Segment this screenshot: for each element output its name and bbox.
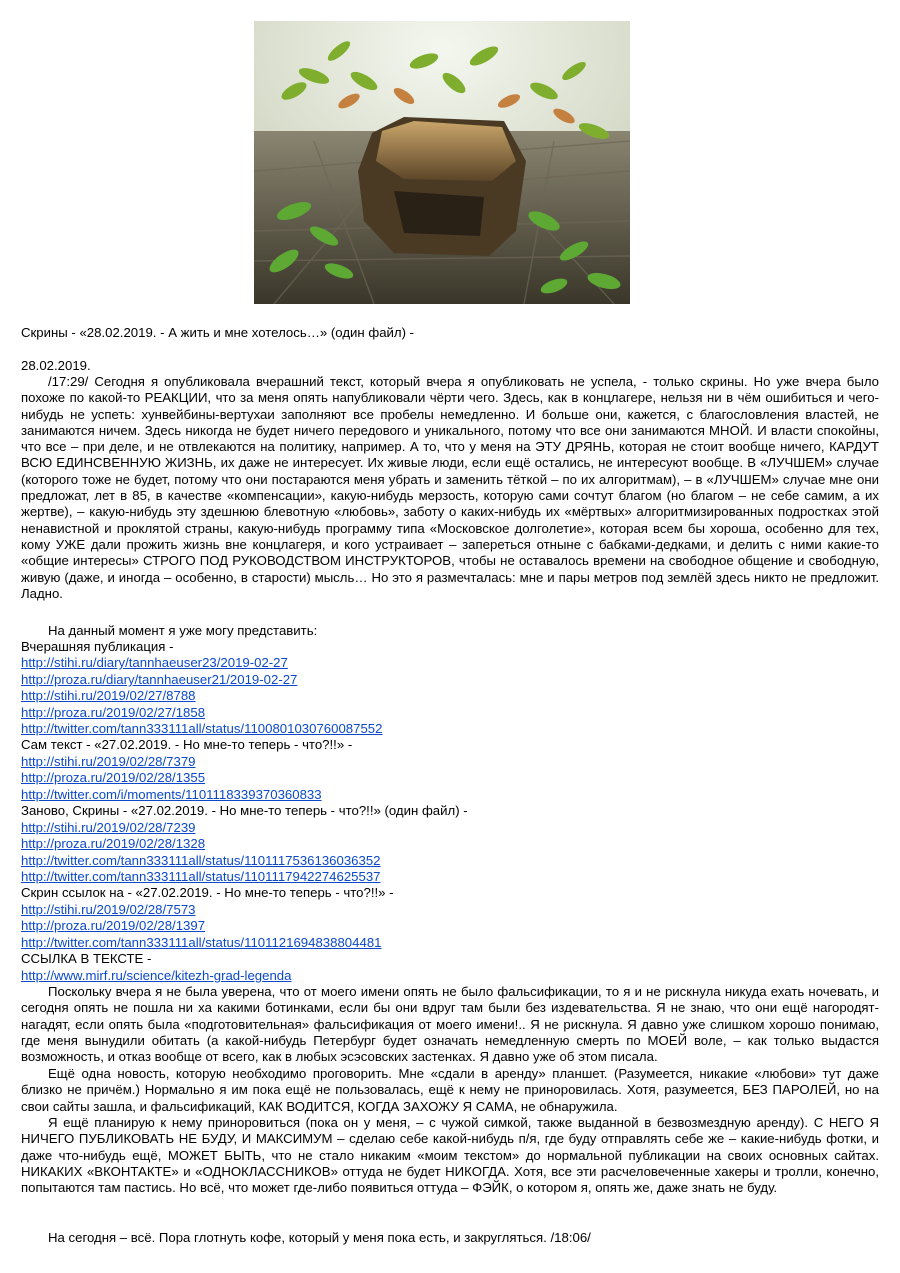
heading-yesterday: Вчерашняя публикация -	[21, 639, 174, 654]
link-screen-links[interactable]: http://twitter.com/tann333111all/status/1101121694838804481	[21, 935, 382, 950]
link-again[interactable]: http://twitter.com/tann333111all/status/1101117942274625537	[21, 869, 381, 884]
paragraph-closing: На сегодня – всё. Пора глотнуть кофе, который у меня пока есть, и закругляться. /18:06/	[48, 1230, 591, 1245]
link-yesterday[interactable]: http://twitter.com/tann333111all/status/1100801030760087552	[21, 721, 383, 736]
entry-date: 28.02.2019.	[21, 358, 91, 373]
paragraph-tablet: Ещё одна новость, которую необходимо проговорить. Мне «сдали в аренду» планшет. (Разумеется, никакие «любови» тут даже близко не причём.) Нормально я им пока ещё не пользовалась, ещё к нему не приноровилась. Хотя, разумеется, БЕЗ ПАРОЛЕЙ, но на свои сайты зашла, и фальсификаций, КАК ВОДИТСЯ, КОГДА ЗАХОЖУ Я САМА, не обнаружила.	[21, 1066, 879, 1114]
link-yesterday[interactable]: http://proza.ru/2019/02/27/1858	[21, 705, 206, 720]
link-text[interactable]: http://twitter.com/i/moments/1101118339370360833	[21, 787, 322, 802]
heading-text: Сам текст - «27.02.2019. - Но мне-то теперь - что?!!» -	[21, 737, 353, 752]
link-yesterday[interactable]: http://stihi.ru/diary/tannhaeuser23/2019-02-27	[21, 655, 288, 670]
link-screen-links[interactable]: http://stihi.ru/2019/02/28/7573	[21, 902, 196, 917]
tree-stump-photo	[254, 21, 630, 304]
link-text[interactable]: http://proza.ru/2019/02/28/1355	[21, 770, 206, 785]
link-again[interactable]: http://twitter.com/tann333111all/status/1101117536136036352	[21, 853, 381, 868]
link-text[interactable]: http://stihi.ru/2019/02/28/7379	[21, 754, 196, 769]
paragraph-intro: /17:29/ Сегодня я опубликовала вчерашний текст, который вчера я опубликовать не успела, - только скрины. Но уже вчера было похоже по какой-то РЕАКЦИИ, что за меня опять напубликовали чёрти чего. Здесь, как в концлагере, нельзя ни в чём ошибиться и чего-нибудь не успеть: хунвейбины-вертухаи заполняют все пробелы немедленно. И больше они, кажется, с благословления властей, не занимаются ничем. Здесь никогда не будет ничего передового и уникального, потому что все они занимаются МНОЙ. И власти спокойны, что все – при деле, и не отвлекаются на политику, например. А то, что у меня на ЭТУ ДРЯНЬ, которая не стоит вообще ничего, КАРДУТ ВСЮ ЕДИНСВЕННУЮ ЖИЗНЬ, их даже не интересует. Их живые люди, если ещё остались, не интересуют вообще. В «ЛУЧШЕМ» случае (которого тоже не будет, потому что они постараются меня убрать и заменить тёткой – по их алгоритмам), – в «ЛУЧШЕМ» случае мне они предложат, лет в 85, в качестве «компенсации», какую-нибудь мерзость, которую сами сочтут благом (но благом – не себе самим, а их жертве), – какую-нибудь эту здешнюю блевотную «любовь», заботу о каких-нибудь их «мёртвых» алгоритмизированных подростках этой ненавистной и проклятой страны, какую-нибудь программу типа «Московское долголетие», которая всем бы хороша, особенно для тех, кому УЖЕ дали прожить жизнь вне концлагеря, и кого устраивает – запереться отныне с бабками-дедками, и делить с ними какие-то «общие интересы» СТРОГО ПОД РУКОВОДСТВОМ ИНСТРУКТОРОВ, чтобы не оставалось времени на свободное общение и свободную, живую (даже, и иногда – особенно, в старости) мысль… Но это я размечталась: мне и пары метров под землёй здесь никто не предложит. Ладно.	[21, 374, 879, 601]
link-yesterday[interactable]: http://stihi.ru/2019/02/27/8788	[21, 688, 196, 703]
paragraph-plans: Я ещё планирую к нему приноровиться (пока он у меня, – с чужой симкой, также выданной в безвозмездную аренду). С НЕГО Я НИЧЕГО ПУБЛИКОВАТЬ НЕ БУДУ, И МАКСИМУМ – сделаю себе какой-нибудь п/я, где буду отправлять себе же – какие-нибудь фотки, и даже что-нибудь ещё, МОЖЕТ БЫТЬ, что не стало никаким «моим текстом» до нормальной публикации на своих основных сайтах. НИКАКИХ «ВКОНТАКТЕ» и «ОДНОКЛАССНИКОВ» оттуда не будет НИКОГДА. Хотя, все эти расчеловеченные хакеры и тролли, конечно, попытаются там пастись. Но всё, что может где-либо появиться оттуда – ФЭЙК, о котором я, опять же, даже знать не буду.	[21, 1115, 879, 1196]
link-yesterday[interactable]: http://proza.ru/diary/tannhaeuser21/2019-02-27	[21, 672, 298, 687]
heading-screen-links: Скрин ссылок на - «27.02.2019. - Но мне-то теперь - что?!!» -	[21, 885, 394, 900]
paragraph-falsification: Поскольку вчера я не была уверена, что от моего имени опять не было фальсификации, то я и не рискнула никуда ехать ночевать, и сегодня опять не пошла ни ха какими ботинками, если бы они вдруг там были без издевательства. Я не знаю, что они ещё нагородят-нагадят, если опять была «подготовительная» фальсификация от моего имени!.. Я не рискнула. Я давно уже слишком хорошо понимаю, где меня вынудили обитать (а какой-нибудь Петербург будет означать немедленную смерть по МОЕЙ воле, – как только выдастся возможность, и отказ вообще от всего, как в любых эсэсовских застенках. Я давно уже об этом писала.	[21, 984, 879, 1065]
stump-illustration	[254, 21, 630, 304]
link-again[interactable]: http://stihi.ru/2019/02/28/7239	[21, 820, 196, 835]
caption: Скрины - «28.02.2019. - А жить и мне хотелось…» (один файл) -	[21, 325, 415, 340]
heading-in-text: ССЫЛКА В ТЕКСТЕ -	[21, 951, 152, 966]
link-in-text[interactable]: http://www.mirf.ru/science/kitezh-grad-legenda	[21, 968, 292, 983]
link-screen-links[interactable]: http://proza.ru/2019/02/28/1397	[21, 918, 206, 933]
heading-again: Заново, Скрины - «27.02.2019. - Но мне-то теперь - что?!!» (один файл) -	[21, 803, 468, 818]
link-again[interactable]: http://proza.ru/2019/02/28/1328	[21, 836, 206, 851]
paragraph-present: На данный момент я уже могу представить:	[48, 623, 318, 638]
